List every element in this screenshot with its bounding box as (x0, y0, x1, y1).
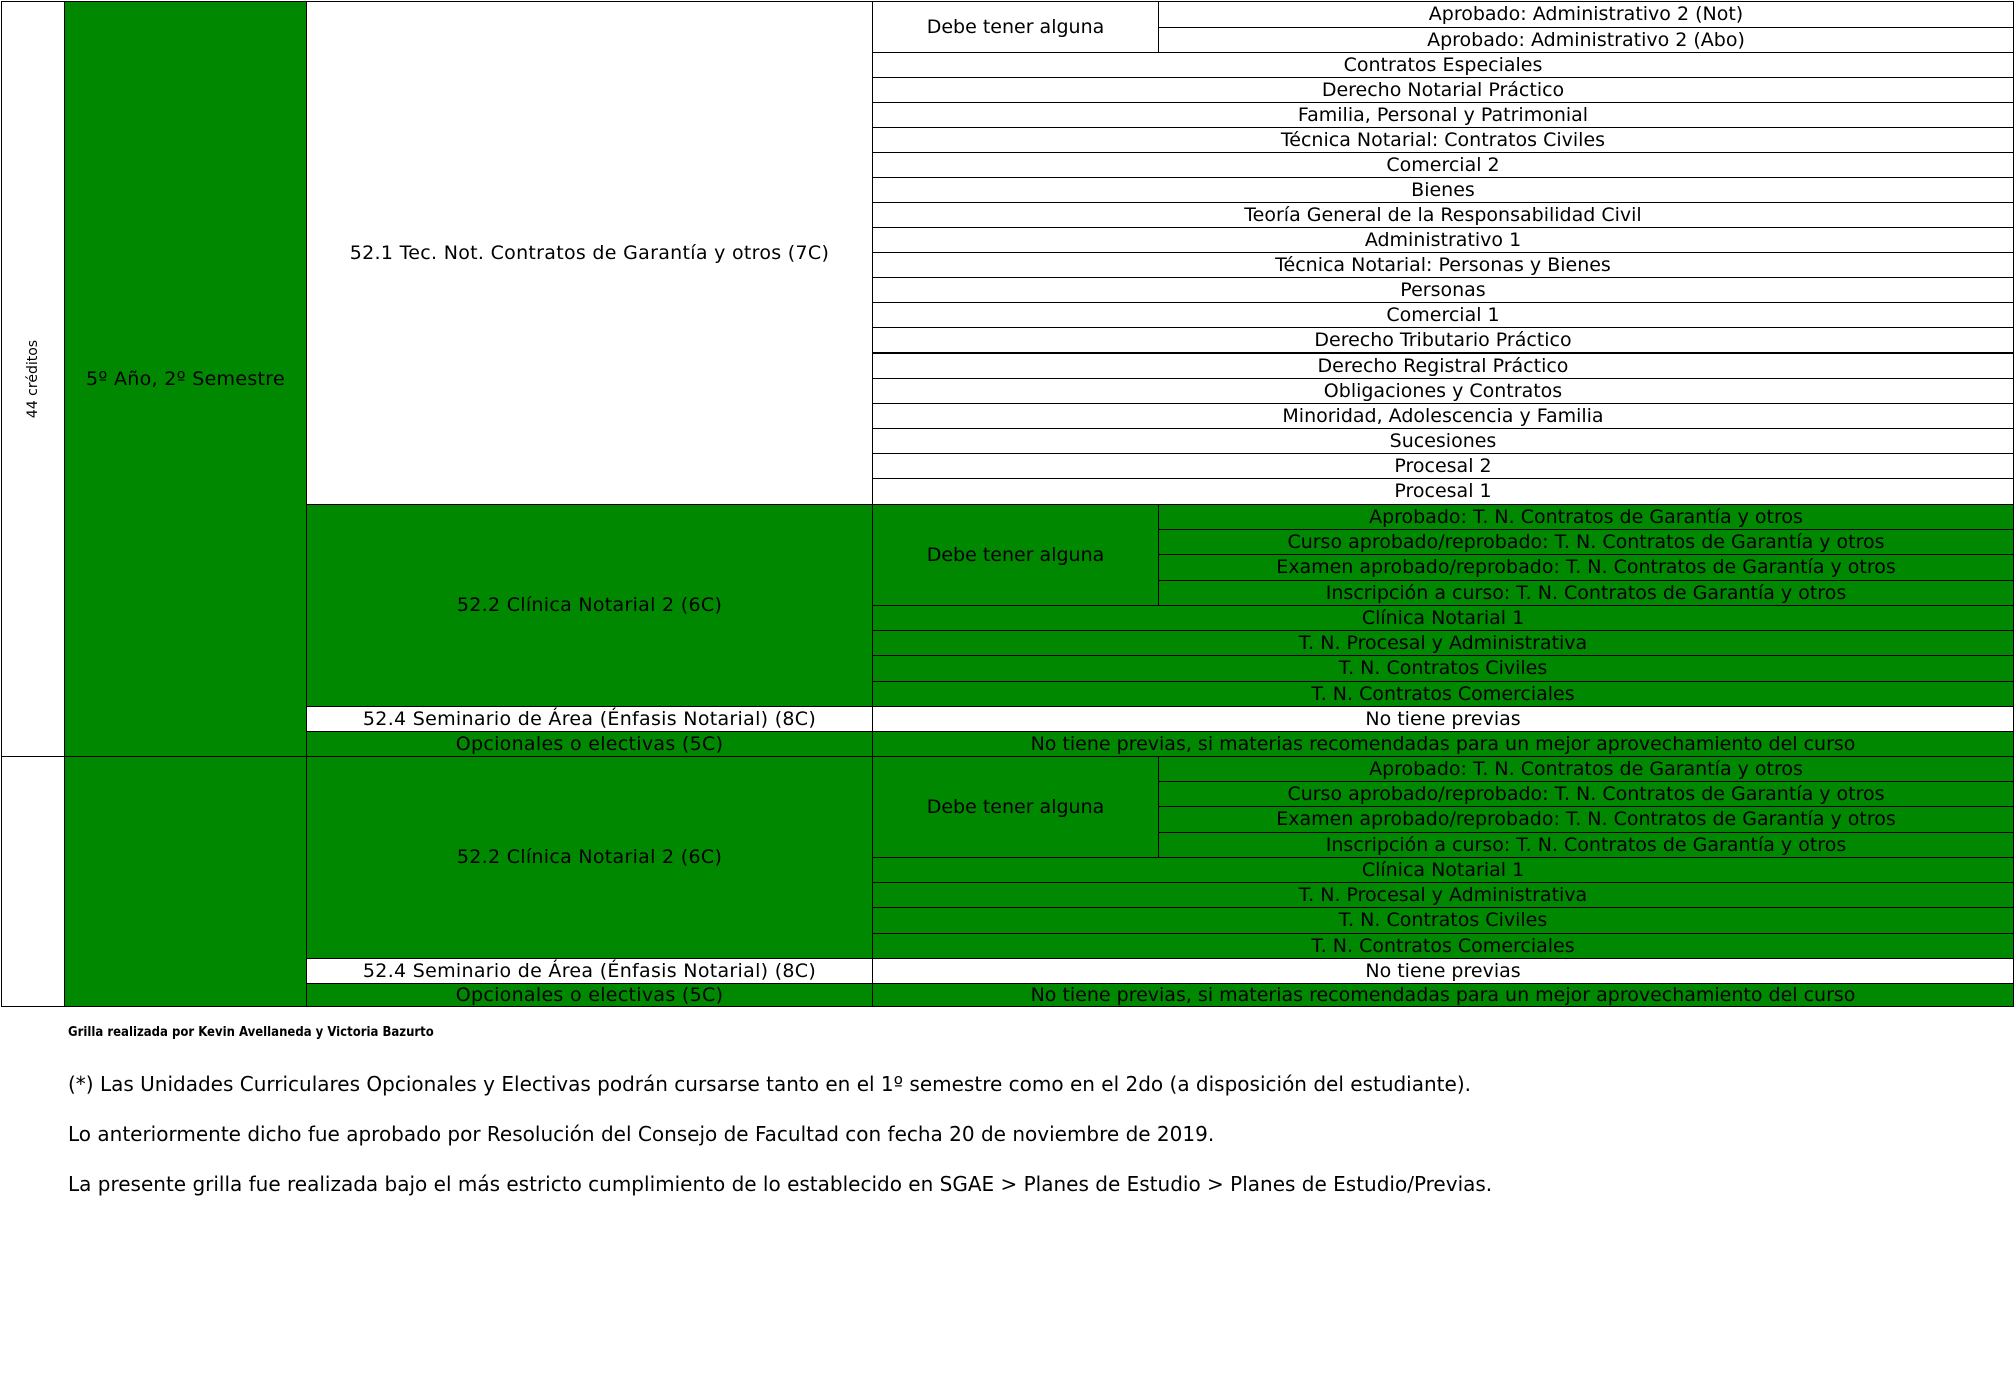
course-name: Opcionales o electivas (5C) (455, 983, 724, 1006)
group-label-cell (872, 504, 1159, 606)
prereq-row (872, 127, 2014, 153)
period-cell (64, 756, 307, 1007)
course-name: 52.4 Seminario de Área (Énfasis Notarial) (8C) (362, 707, 817, 730)
prereq-row (872, 706, 2014, 732)
prereq-row (872, 302, 2014, 328)
prereq-text: Teoría General de la Responsabilidad Civil (1244, 203, 1642, 226)
group-item-text: Aprobado: T. N. Contratos de Garantía y otros (1369, 505, 1803, 528)
prereq-row (872, 907, 2014, 934)
prereq-row (872, 277, 2014, 303)
course-name: 52.2 Clínica Notarial 2 (6C) (456, 594, 723, 616)
credits-cell (1, 1, 65, 757)
prereq-text: T. N. Contratos Civiles (1338, 909, 1548, 931)
course-cell (306, 706, 873, 732)
prereq-text: Derecho Registral Práctico (1317, 354, 1569, 377)
prereq-text: Obligaciones y Contratos (1323, 379, 1563, 402)
group-item (1158, 806, 2014, 833)
course-name: 52.4 Seminario de Área (Énfasis Notarial) (8C) (362, 959, 817, 982)
group-item (1158, 529, 2014, 555)
group-item-text: Curso aprobado/reprobado: T. N. Contratos de Garantía y otros (1287, 782, 1885, 805)
group-label-cell (872, 756, 1159, 858)
prereq-row (872, 605, 2014, 631)
prereq-row (872, 102, 2014, 128)
prereq-text: Administrativo 1 (1364, 228, 1522, 251)
group-item-text: Aprobado: Administrativo 2 (Not) (1428, 3, 1744, 25)
prereq-text: Sucesiones (1389, 429, 1497, 452)
group-item (1158, 756, 2014, 782)
prereq-text: Técnica Notarial: Contratos Civiles (1280, 128, 1606, 151)
group-item-text: Aprobado: Administrativo 2 (Abo) (1427, 28, 1745, 51)
course-cell (306, 958, 873, 984)
footnote: (*) Las Unidades Curriculares Opcionales y Electivas podrán cursarse tanto en el 1º semestre como en el 2do (a disposición del estudiante). (68, 1072, 1471, 1096)
group-item (1158, 580, 2014, 606)
prereq-row (872, 681, 2014, 707)
footnote: Lo anteriormente dicho fue aprobado por Resolución del Consejo de Facultad con fecha 20 de noviembre de 2019. (68, 1122, 1215, 1146)
authors-credit: Grilla realizada por Kevin Avellaneda y Victoria Bazurto (68, 1025, 434, 1040)
prereq-text: Comercial 2 (1386, 153, 1500, 176)
prereq-row (872, 983, 2014, 1007)
prereq-text: T. N. Contratos Comerciales (1311, 934, 1575, 957)
prereq-text: Clínica Notarial 1 (1361, 606, 1525, 629)
group-item (1158, 1, 2014, 28)
course-cell (306, 504, 873, 707)
prereq-text: Derecho Tributario Práctico (1314, 328, 1572, 351)
prerequisites-grid (1, 1, 2013, 1007)
period-label: 5º Año, 2º Semestre (86, 367, 285, 390)
prereq-text: T. N. Procesal y Administrativa (1298, 631, 1588, 654)
prereq-row (872, 453, 2014, 479)
prereq-row (872, 655, 2014, 682)
footnote: La presente grilla fue realizada bajo el más estricto cumplimiento de lo establecido en SGAE > Planes de Estudio > Planes de Estudio/Previas. (68, 1172, 1493, 1196)
course-cell (306, 756, 873, 959)
prereq-row (872, 731, 2014, 757)
group-item (1158, 781, 2014, 807)
prereq-text: Contratos Especiales (1343, 53, 1543, 76)
prereq-row (872, 630, 2014, 656)
course-cell (306, 731, 873, 757)
prereq-row (872, 478, 2014, 505)
credits-label: 44 créditos (25, 339, 41, 419)
prereq-text: Técnica Notarial: Personas y Bienes (1275, 253, 1611, 276)
prereq-text: Minoridad, Adolescencia y Familia (1282, 404, 1604, 427)
prereq-row (872, 857, 2014, 883)
course-name: 52.1 Tec. Not. Contratos de Garantía y otros (7C) (349, 241, 830, 264)
course-cell (306, 983, 873, 1007)
group-label-cell (872, 1, 1159, 53)
prereq-row (872, 933, 2014, 959)
prereq-row (872, 252, 2014, 278)
group-item-text: Inscripción a curso: T. N. Contratos de Garantía y otros (1325, 833, 1847, 856)
prereq-row (872, 227, 2014, 253)
prereq-text: Comercial 1 (1386, 303, 1500, 326)
prereq-text: Derecho Notarial Práctico (1321, 78, 1565, 101)
prereq-text: T. N. Procesal y Administrativa (1298, 883, 1588, 906)
group-item-text: Examen aprobado/reprobado: T. N. Contratos de Garantía y otros (1276, 808, 1896, 830)
prereq-row (872, 378, 2014, 404)
prereq-row (872, 882, 2014, 908)
period-cell (64, 1, 307, 757)
group-item-text: Inscripción a curso: T. N. Contratos de Garantía y otros (1325, 581, 1847, 604)
course-name: Opcionales o electivas (5C) (455, 732, 724, 755)
prereq-row (872, 52, 2014, 78)
course-cell (306, 1, 873, 505)
prereq-text: No tiene previas (1365, 707, 1521, 730)
prereq-row (872, 77, 2014, 103)
prereq-text: No tiene previas, si materias recomendadas para un mejor aprovechamiento del curso (1030, 732, 1856, 755)
prereq-text: Bienes (1411, 178, 1475, 201)
group-item (1158, 554, 2014, 581)
prereq-row (872, 152, 2014, 178)
prereq-text: Clínica Notarial 1 (1361, 858, 1525, 881)
prereq-text: T. N. Contratos Comerciales (1311, 682, 1575, 705)
group-item-text: Curso aprobado/reprobado: T. N. Contratos de Garantía y otros (1287, 530, 1885, 553)
prereq-text: Familia, Personal y Patrimonial (1297, 103, 1589, 126)
prereq-row (872, 177, 2014, 203)
prereq-row (872, 327, 2014, 353)
prereq-row (872, 202, 2014, 228)
group-item (1158, 504, 2014, 530)
group-label: Debe tener alguna (926, 795, 1105, 818)
prereq-row (872, 403, 2014, 429)
group-item-text: Aprobado: T. N. Contratos de Garantía y otros (1369, 757, 1803, 780)
prereq-row (872, 428, 2014, 454)
group-item-text: Examen aprobado/reprobado: T. N. Contratos de Garantía y otros (1276, 556, 1896, 578)
group-item (1158, 832, 2014, 858)
prereq-text: No tiene previas, si materias recomendadas para un mejor aprovechamiento del curso (1030, 983, 1856, 1006)
group-item (1158, 27, 2014, 53)
prereq-text: Personas (1400, 278, 1486, 301)
prereq-text: Procesal 1 (1394, 480, 1492, 502)
prereq-row (872, 353, 2014, 379)
prereq-text: T. N. Contratos Civiles (1338, 657, 1548, 679)
prereq-text: Procesal 2 (1394, 454, 1492, 477)
prereq-row (872, 958, 2014, 984)
group-label: Debe tener alguna (926, 543, 1105, 566)
prereq-text: No tiene previas (1365, 959, 1521, 982)
course-name: 52.2 Clínica Notarial 2 (6C) (456, 846, 723, 868)
credits-cell (1, 756, 65, 1007)
group-label: Debe tener alguna (926, 15, 1105, 38)
